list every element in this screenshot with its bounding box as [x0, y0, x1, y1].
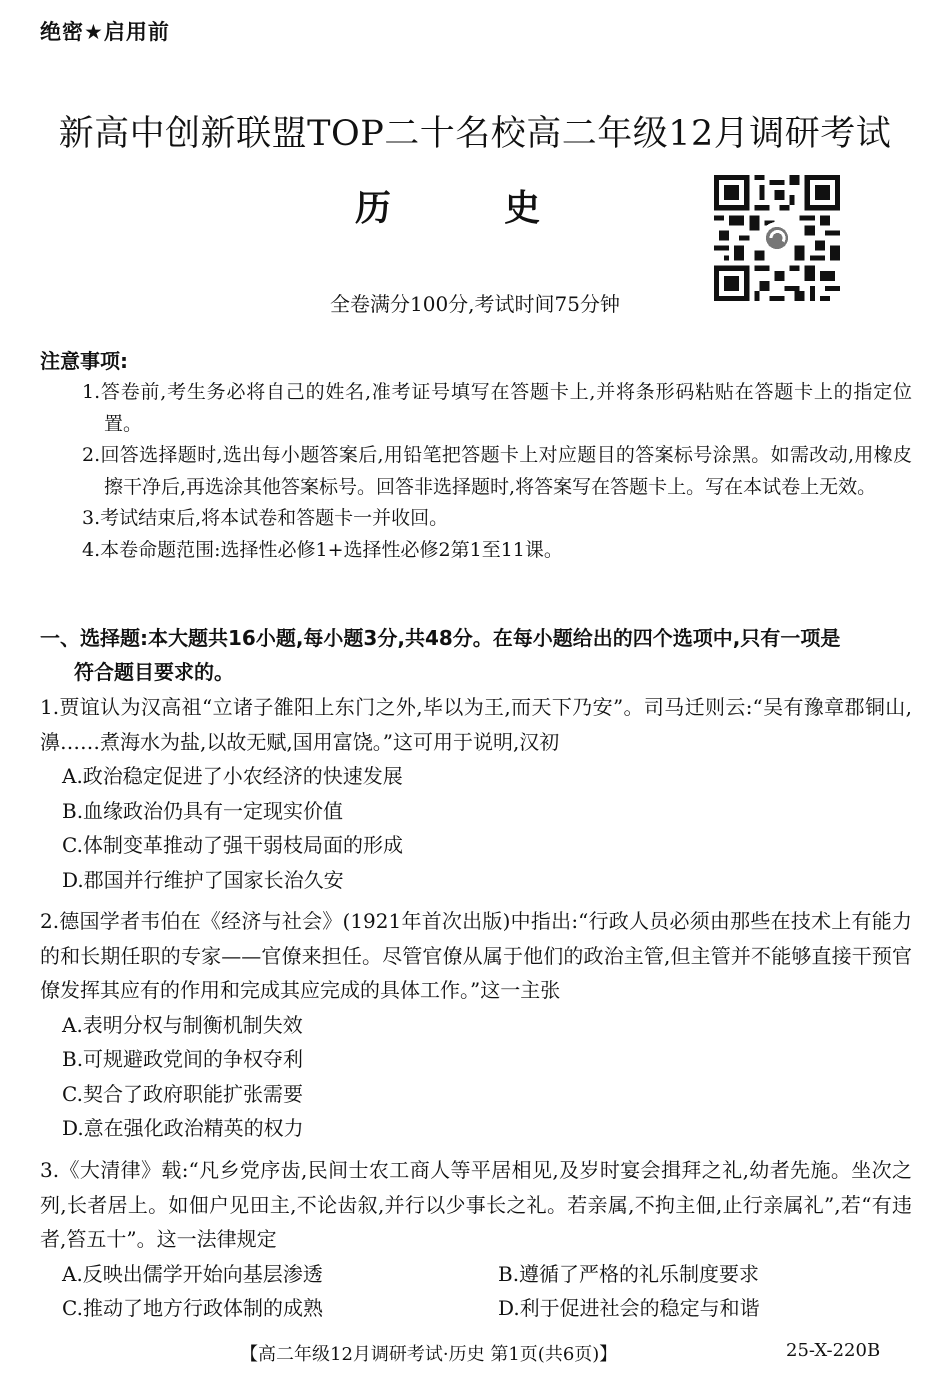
question-stem: 2.德国学者韦伯在《经济与社会》(1921年首次出版)中指出:“行政人员必须由那些在技术上有能力的和长期任职的专家——官僚来担任。尽管官僚从属于他们的政治主管,但主管并不能够直接干预官僚发挥其应有的作用和完成其应完成的具体工作。”这一主张: [40, 909, 912, 1002]
question-1: [40, 690, 912, 897]
option-d: D.利于促进社会的稳定与和谐: [498, 1296, 760, 1320]
option-c: C.契合了政府职能扩张需要: [62, 1081, 303, 1106]
option-a: A.表明分权与制衡机制失效: [62, 1012, 303, 1037]
question-stem: 1.贾谊认为汉高祖“立诸子雒阳上东门之外,毕以为王,而天下乃安”。司马迁则云:“吴有豫章郡铜山,濞……煮海水为盐,以故无赋,国用富饶。”这可用于说明,汉初: [40, 695, 912, 754]
subject-char-1: 历: [355, 188, 392, 229]
notice-item: 1.答卷前,考生务必将自己的姓名,准考证号填写在答题卡上,并将条形码粘贴在答题卡上的指定位置。: [82, 381, 912, 435]
question-2: [40, 904, 912, 1146]
option-d: D.意在强化政治精英的权力: [62, 1116, 304, 1140]
notice-item: 4.本卷命题范围:选择性必修1+选择性必修2第1至11课。: [82, 538, 563, 561]
option-c: C.体制变革推动了强干弱枝局面的形成: [62, 833, 403, 857]
footer-paper-code: 25-X-220B: [786, 1340, 881, 1361]
exam-title: 新高中创新联盟TOP二十名校高二年级12月调研考试: [58, 114, 892, 154]
notice-item: 2.回答选择题时,选出每小题答案后,用铅笔把答题卡上对应题目的答案标号涂黑。如需改动,用橡皮擦干净后,再选涂其他答案标号。回答非选择题时,将答案写在答题卡上。写在本试卷上无效。: [82, 444, 912, 498]
question-3: [40, 1153, 912, 1326]
notice-heading: 注意事项:: [40, 349, 128, 373]
option-b: B.可规避政党间的争权夺利: [62, 1047, 304, 1071]
option-b: B.遵循了严格的礼乐制度要求: [498, 1261, 760, 1286]
footer-page-info: 【高二年级12月调研考试·历史 第1页(共6页)】: [240, 1344, 618, 1365]
notice-list: [82, 377, 912, 566]
notice-item: 3.考试结束后,将本试卷和答题卡一并收回。: [82, 507, 449, 529]
option-d: D.郡国并行维护了国家长治久安: [62, 867, 344, 892]
option-a: A.反映出儒学开始向基层渗透: [62, 1261, 323, 1286]
subject-heading: [355, 180, 540, 231]
section-heading-line-2: 符合题目要求的。: [74, 660, 234, 684]
qr-code-icon: [714, 175, 840, 301]
option-a: A.政治稳定促进了小农经济的快速发展: [62, 764, 403, 788]
subject-char-2: 史: [504, 188, 541, 229]
question-stem: 3.《大清律》载:“凡乡党序齿,民间士农工商人等平居相见,及岁时宴会揖拜之礼,幼者先施。坐次之列,长者居上。如佃户见田主,不论齿叙,并行以少事长之礼。若亲属,不拘主佃,止行亲属礼”,若“有违者,笞五十”。这一法律规定: [40, 1158, 912, 1251]
section-heading-line-1: 一、选择题:本大题共16小题,每小题3分,共48分。在每小题给出的四个选项中,只有一项是: [40, 626, 841, 650]
option-c: C.推动了地方行政体制的成熟: [62, 1296, 323, 1320]
exam-meta: 全卷满分100分,考试时间75分钟: [330, 292, 620, 316]
option-b: B.血缘政治仍具有一定现实价值: [62, 798, 344, 823]
section-heading: [40, 621, 912, 689]
confidential-mark: 绝密★启用前: [40, 20, 170, 44]
